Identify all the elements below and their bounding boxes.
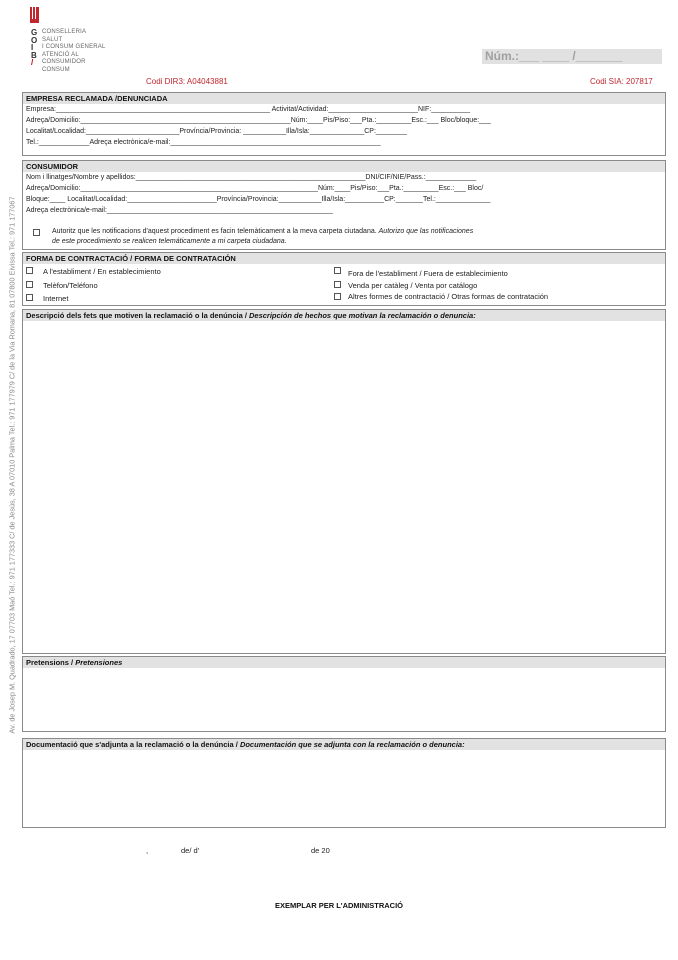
date-de-d: de/ d' [181, 846, 200, 855]
empresa-line-4[interactable]: Tel.:_____________Adreça electrònica/e-mail:______________________________________________________ [26, 139, 381, 146]
notification-consent-checkbox[interactable] [33, 229, 40, 236]
consumidor-line-3[interactable]: Bloque:____ Localitat/Localidad:_______________________Província/Provincia:___________Illa/Isla:__________CP:_______Tel.:______________ [26, 196, 491, 203]
checkbox-internet[interactable] [26, 294, 33, 301]
consumidor-title: CONSUMIDOR [23, 161, 665, 172]
empresa-line-3[interactable]: Localitat/Localidad:________________________Província/Provincia: ___________Illa/Isla:______________CP:________ [26, 128, 408, 135]
registration-number-box: Núm.:___ ____ /_______ [482, 49, 662, 64]
logo-icon [30, 7, 39, 23]
notification-consent-label-es: de este procedimiento se realicen telemáticamente a mi carpeta ciudadana. [52, 238, 287, 245]
codi-sia: Codi SIA: 207817 [590, 77, 653, 86]
consumidor-line-2[interactable]: Adreça/Domicilio:_____________________________________________________________Núm:____Pis/Piso:___Pta.:_________Esc.:___ Bloc/ [26, 185, 484, 192]
codi-dir3: Codi DIR3: A04043881 [146, 77, 228, 86]
notification-consent-label: Autoritz que les notificacions d'aquest procediment es facin telemàticament a la meva carpeta ciutadana. Autorizo que las notificaciones [52, 228, 474, 235]
checkbox-venda-cataleg[interactable] [334, 281, 341, 288]
consumidor-line-1[interactable]: Nom i llinatges/Nombre y apellidos:___________________________________________________________DNI/CIF/NIE/Pass.:_____________ [26, 174, 477, 181]
logo-department: CONSELLERIA SALUT I CONSUM GENERAL ATENCIÓ AL CONSUMIDOR CONSUM [42, 29, 106, 73]
forma-title: FORMA DE CONTRACTACIÓ / FORMA DE CONTRATACIÓN [23, 253, 665, 264]
checkbox-establiment[interactable] [26, 267, 33, 274]
empresa-section [22, 92, 666, 156]
option-telefon: Telèfon/Teléfono [43, 281, 98, 290]
exemplar-label: EXEMPLAR PER L'ADMINISTRACIÓ [274, 901, 404, 910]
logo-letters: G O I B / [31, 28, 38, 67]
option-venda-cataleg: Venda per catàleg / Venta por catálogo [348, 281, 478, 290]
pretensions-textarea[interactable] [23, 669, 665, 731]
date-de-20: de 20 [311, 846, 330, 855]
checkbox-fora-establiment[interactable] [334, 267, 341, 274]
pretensions-title: Pretensions / Pretensiones [23, 657, 665, 668]
side-addresses: Av. de Josep M. Quadrado, 17 07703 Maó Tel.: 971 177333 C/ de Jesús, 38 A 07010 Palma Tel.: 971 177979 C/ de la Via Romana, 81 07800 Eivissa Tel.: 971 177067 [7, 196, 17, 734]
empresa-title: EMPRESA RECLAMADA /DENUNCIADA [23, 93, 665, 104]
checkbox-altres-formes[interactable] [334, 293, 341, 300]
pretensions-section [22, 656, 666, 732]
consumidor-line-4[interactable]: Adreça electrònica/e-mail:__________________________________________________________ [26, 207, 333, 214]
descripcio-title: Descripció dels fets que motiven la reclamació o la denúncia / Descripción de hechos que motivan la reclamación o denuncia: [23, 310, 665, 321]
option-altres-formes: Altres formes de contractació / Otras formas de contratación [348, 292, 549, 301]
option-establiment: A l'establiment / En establecimiento [43, 267, 161, 276]
descripcio-textarea[interactable] [23, 322, 665, 653]
documentacio-section [22, 738, 666, 828]
documentacio-title: Documentació que s'adjunta a la reclamació o la denúncia / Documentación que se adjunta con la reclamación o denuncia: [23, 739, 665, 750]
option-fora-establiment: Fora de l'establiment / Fuera de establecimiento [348, 269, 508, 278]
checkbox-telefon[interactable] [26, 281, 33, 288]
empresa-line-2[interactable]: Adreça/Domicilio:______________________________________________________Núm:____Pis/Piso:___Pta.:_________Esc.:___ Bloc/bloque:___ [26, 117, 491, 124]
descripcio-section [22, 309, 666, 654]
option-internet: Internet [43, 294, 69, 303]
date-comma: , [146, 846, 149, 855]
empresa-line-1[interactable]: Empresa:_______________________________________________________ Activitat/Actividad:_______________________NIF:__________ [26, 106, 471, 113]
consumidor-section [22, 160, 666, 250]
forma-contractacio-section [22, 252, 666, 306]
documentacio-textarea[interactable] [23, 751, 665, 827]
